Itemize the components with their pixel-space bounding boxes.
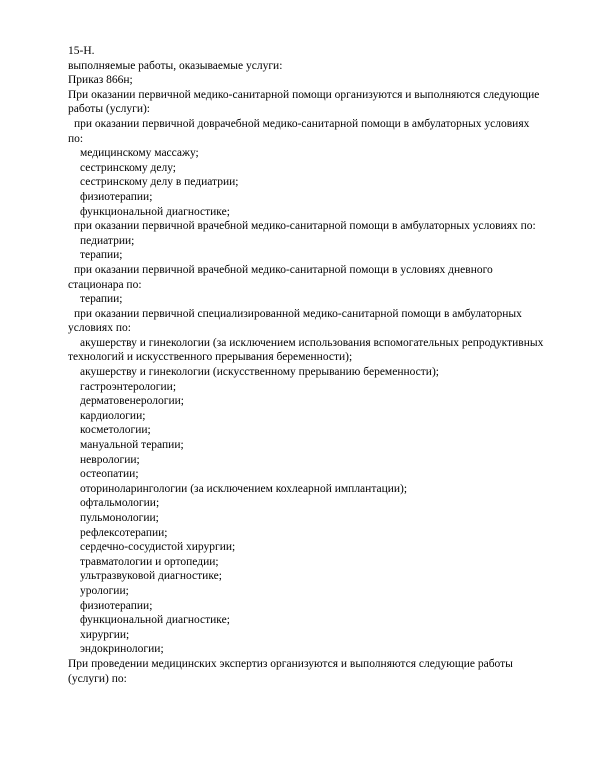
document-line: (услуги) по: (68, 672, 127, 685)
document-line: остеопатии; (80, 468, 139, 481)
document-line: неврологии; (80, 453, 140, 466)
document-line: медицинскому массажу; (80, 147, 199, 160)
document-line: условиях по: (68, 322, 131, 335)
document-line: Приказ 866н; (68, 74, 133, 87)
document-line: гастроэнтерологии; (80, 380, 177, 393)
document-line: урологии; (80, 584, 129, 597)
document-line: пульмонологии; (80, 512, 159, 524)
document-line: кардиологии; (80, 409, 146, 422)
document-text (68, 44, 568, 686)
document-line: при оказании первичной доврачебной медико-санитарной помощи в амбулаторных условиях (74, 117, 530, 130)
document-line: терапии; (80, 249, 123, 262)
document-line: при оказании первичной врачебной медико-санитарной помощи в условиях дневного (74, 263, 493, 276)
document-line: акушерству и гинекологии (за исключением использования вспомогательных репродуктивных (80, 336, 544, 349)
document-line: функциональной диагностике; (80, 205, 230, 218)
document-line: сестринскому делу в педиатрии; (80, 176, 239, 189)
document-line: физиотерапии; (80, 190, 153, 203)
document-line: офтальмологии; (80, 497, 160, 510)
document-line: эндокринологии; (80, 643, 164, 656)
document-line: 15-Н. (68, 45, 95, 57)
document-line: акушерству и гинекологии (искусственному прерыванию беременности); (80, 366, 439, 379)
document-line: физиотерапии; (80, 599, 153, 612)
document-line: стационара по: (68, 278, 142, 291)
document-line: по: (68, 132, 84, 145)
document-line: терапии; (80, 293, 123, 306)
document-line: При оказании первичной медико-санитарной помощи организуются и выполняются следующие (68, 88, 540, 101)
document-line: оториноларингологии (за исключением кохлеарной имплантации); (80, 482, 408, 495)
document-line: мануальной терапии; (80, 439, 184, 452)
document-line: При проведении медицинских экспертиз организуются и выполняются следующие работы (68, 657, 513, 670)
document-line: при оказании первичной врачебной медико-санитарной помощи в амбулаторных условиях по: (74, 220, 536, 233)
document-line: рефлексотерапии; (80, 526, 168, 539)
document-line: ультразвуковой диагностике; (80, 570, 222, 583)
document-line: косметологии; (80, 424, 151, 437)
document-line: педиатрии; (80, 234, 135, 247)
document-line: хирургии; (80, 628, 130, 641)
document-line: сердечно-сосудистой хирургии; (80, 541, 236, 554)
document-line: технологий и искусственного прерывания беременности); (68, 351, 353, 364)
document-line: выполняемые работы, оказываемые услуги: (68, 59, 283, 72)
document-line: сестринскому делу; (80, 161, 176, 174)
document-line: работы (услуги): (68, 103, 150, 116)
document-line: травматологии и ортопедии; (80, 555, 219, 568)
document-line: функциональной диагностике; (80, 614, 230, 627)
document-line: при оказании первичной специализированной медико-санитарной помощи в амбулаторных (74, 307, 522, 320)
document-line: дерматовенерологии; (80, 395, 184, 408)
